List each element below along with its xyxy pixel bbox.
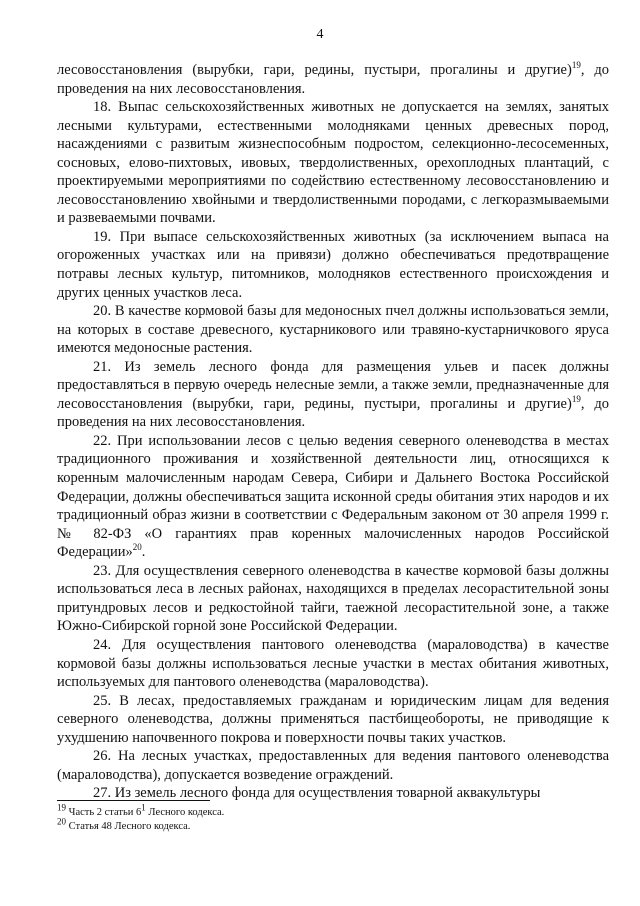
footnote-20: $^{20}$ Статья 48 Лесного кодекса. xyxy=(57,816,191,832)
paragraph-26: 26. На лесных участках, предоставленных для ведения пантового оленеводства (мараловодства), допускается возведение ограждений. xyxy=(57,748,609,783)
paragraph-27: 27. Из земель лесного фонда для осуществления товарной аквакультуры xyxy=(93,785,541,802)
paragraph-24: 24. Для осуществления пантового оленеводства (мараловодства) в качестве кормовой базы должны использоваться лесные участки в местах обитания животных, используемых для пантового оленеводства (мараловодства). xyxy=(57,636,609,691)
paragraph-18: 18. Выпас сельскохозяйственных животных не допускается на землях, занятых лесными культурами, естественными молодняками ценных древесных пород, насаждениями с развитым жизнеспособным подростом, селекционно-лесосеменных, сосновых, елово-пихтовых, ивовых, твердолиственных, орехоплодных плантаций, с проектируемыми мероприятиями по содействию естественному лесовосстановлению и лесовосстановлению хвойными и твердолиственными породами, с легкоразмываемыми и развеваемыми почвами. xyxy=(57,99,609,227)
paragraph-22: 22. При использовании лесов с целью ведения северного оленеводства в местах традиционного проживания и хозяйственной деятельности лиц, относящихся к коренным малочисленным народам Севера, Сибири и Дальнего Востока Российской Федерации, должны обеспечиваться защита исконной среды обитания этих народов и их традиционный образ жизни в соответствии с Федеральным законом от 30 апреля 1999 г. № 82-ФЗ «О гарантиях прав коренных малочисленных народов Российской Федерации»$^{20}$. xyxy=(57,432,609,561)
footnote-ref: 19 xyxy=(571,60,581,71)
paragraph-25: 25. В лесах, предоставляемых гражданам и юридическим лицам для ведения северного оленеводства, должны применяться пастбищеобороты, не приводящие к ухудшению напочвенного покрова и поверхности почвы таких участков. xyxy=(57,692,609,746)
paragraph-21: 21. Из земель лесного фонда для размещения ульев и пасек должны предоставляться в первую очередь нелесные земли, а также земли, предназначенные для лесовосстановления (вырубки, гари, редины, пустыри, прогалины и другие)$^{19}$, до проведения на них лесовосстановления. xyxy=(57,358,609,431)
page-number: 4 xyxy=(316,27,324,42)
paragraph-20: 20. В качестве кормовой базы для медоносных пчел должны использоваться земли, на которых в составе древесного, кустарникового или травяно-кустарничкового яруса имеются медоносные растения. xyxy=(57,303,609,357)
footnotes xyxy=(57,802,609,834)
footnote-ref: 19 xyxy=(571,394,581,405)
paragraph-continuation: лесовосстановления (вырубки, гари, редины, пустыри, прогалины и другие)$^{19}$, до проведения на них лесовосстановления. xyxy=(57,60,609,97)
paragraph-23: 23. Для осуществления северного оленеводства в качестве кормовой базы должны использоваться леса в лесных районах, находящихся в пределах лесорастительной зоны притундровых лесов и редкостойной тайги, таежной лесорастительной зоне, а также Южно-Сибирской горной зоне Российской Федерации. xyxy=(57,562,609,635)
footnote-ref: 20 xyxy=(132,542,142,553)
footnote-divider xyxy=(57,800,210,801)
paragraph-19: 19. При выпасе сельскохозяйственных животных (за исключением выпаса на огороженных участках или на привязи) должно обеспечиваться предотвращение потравы лесных культур, питомников, молодняков естественного происхождения и других ценных участков леса. xyxy=(57,228,609,301)
document-body xyxy=(57,61,609,803)
footnote-19: $^{19}$ Часть 2 статьи $6^1$ Лесного кодекса. xyxy=(57,802,225,818)
